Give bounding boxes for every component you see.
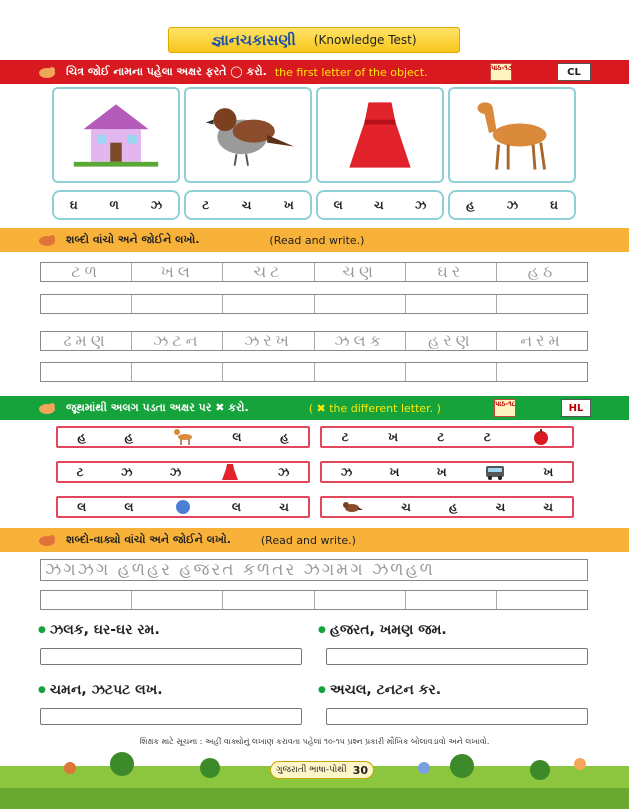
writing-cell[interactable] <box>315 295 406 313</box>
answer-box-4[interactable] <box>326 708 588 725</box>
hl-tag: HL <box>561 399 591 417</box>
squirrel-icon <box>36 532 58 548</box>
picture-card-house <box>52 87 180 183</box>
squirrel-icon <box>36 64 58 80</box>
group-letter[interactable]: ચ <box>495 499 506 514</box>
trace-word: નરમ <box>520 331 564 350</box>
dress-icon <box>318 89 442 181</box>
title-gujarati: જ્ઞાનચકાસણી <box>211 31 296 49</box>
section1-instruction-en: the first letter of the object. <box>274 65 428 79</box>
group-letter[interactable]: લ <box>231 499 241 514</box>
title-english: (Knowledge Test) <box>313 33 417 47</box>
group-letter[interactable]: ઝ <box>169 464 182 479</box>
group-letter[interactable]: ખ <box>388 429 398 444</box>
writing-cell[interactable] <box>497 295 587 313</box>
group-letter[interactable]: ઝ <box>340 464 353 479</box>
choice-box-2 <box>184 190 312 220</box>
ball-icon[interactable] <box>172 498 194 516</box>
sparrow-icon[interactable] <box>341 498 363 516</box>
choice-letter[interactable]: હ <box>466 197 475 212</box>
group-letter[interactable]: હ <box>448 499 458 514</box>
writing-row-1[interactable] <box>40 294 588 314</box>
writing-cell[interactable] <box>41 295 132 313</box>
page-badge <box>270 761 374 779</box>
page-number: 30 <box>352 763 369 777</box>
odd-row-left-2 <box>56 461 310 483</box>
squirrel-icon <box>36 400 58 416</box>
writing-cell[interactable] <box>223 295 314 313</box>
sparrow-icon <box>186 89 310 181</box>
section4-instruction-en: (Read and write.) <box>260 533 356 547</box>
apple-icon[interactable] <box>530 428 552 446</box>
group-letter[interactable]: ટ <box>76 464 84 479</box>
trace-word: ઝટન <box>132 332 223 350</box>
trace-word: ઢમણ <box>41 332 132 350</box>
cl-tag: CL <box>557 63 591 81</box>
book-name: ગુજરાતી ભાષા-પોથી <box>275 765 347 775</box>
group-letter[interactable]: ઝ <box>120 464 133 479</box>
odd-row-right-3 <box>320 496 574 518</box>
trace-word: ચણ <box>315 263 406 281</box>
odd-row-right-2 <box>320 461 574 483</box>
trace-word: ટળ <box>41 263 132 281</box>
bus-icon[interactable] <box>484 463 506 481</box>
choice-letter[interactable]: ટ <box>202 197 210 212</box>
trace-word: ચટ <box>223 263 314 281</box>
writing-cell[interactable] <box>497 591 587 609</box>
level-badge: પાઠ-૧૭ <box>490 63 512 81</box>
writing-cell[interactable] <box>41 591 132 609</box>
choice-letter[interactable]: ઘ <box>69 197 78 212</box>
section2-instruction-en: (Read and write.) <box>269 233 365 247</box>
section4-instruction: શબ્દો-વાક્યો વાંચો અને જોઈને લખો. <box>66 533 231 546</box>
trace-word: ખલ <box>132 263 223 281</box>
writing-cell[interactable] <box>315 591 406 609</box>
group-letter[interactable]: લ <box>232 429 242 444</box>
group-letter[interactable]: ચ <box>279 499 289 514</box>
section3-header <box>0 396 629 420</box>
writing-cell[interactable] <box>132 591 223 609</box>
group-letter[interactable]: ચ <box>543 499 553 514</box>
section1-header <box>0 60 629 84</box>
dress-icon[interactable] <box>219 463 241 481</box>
trace-word: ઝરખ <box>223 332 314 350</box>
group-letter[interactable]: ચ <box>401 499 411 514</box>
group-letter[interactable]: ટ <box>483 429 491 444</box>
writing-row-2[interactable] <box>40 362 588 382</box>
sentence-2: ● હજરત, ખમણ જમ. <box>318 622 447 638</box>
writing-cell[interactable] <box>315 363 406 381</box>
choice-box-3 <box>316 190 444 220</box>
writing-cell[interactable] <box>223 363 314 381</box>
sentence-1: ● ઝલક, ઘર-ઘર રમ. <box>38 622 160 638</box>
answer-box-3[interactable] <box>40 708 302 725</box>
choice-box-4 <box>448 190 576 220</box>
section2-instruction: શબ્દો વાંચો અને જોઈને લખો. <box>66 233 200 246</box>
trace-row-1 <box>40 262 588 282</box>
section1-instruction: ચિત્ર જોઈ નામના પહેલા અક્ષર ફરતે ◯ કરો. <box>66 65 267 78</box>
group-letter[interactable]: હ <box>124 429 134 444</box>
group-letter[interactable]: ખ <box>436 464 447 479</box>
group-letter[interactable]: ખ <box>389 464 400 479</box>
choice-letter[interactable]: ચ <box>374 197 384 212</box>
picture-card-sparrow <box>184 87 312 183</box>
group-letter[interactable]: લ <box>124 499 134 514</box>
group-letter[interactable]: ટ <box>341 429 349 444</box>
writing-cell[interactable] <box>132 295 223 313</box>
trace-sentence-line: ઝગઝગ હળહર હજરત કળતર ઝગમગ ઝળહળ <box>40 559 588 581</box>
group-letter[interactable]: ટ <box>437 429 445 444</box>
choice-letter[interactable]: ઘ <box>550 197 558 212</box>
trace-word: હરણ <box>406 332 497 350</box>
writing-cell[interactable] <box>406 363 497 381</box>
section4-header <box>0 528 629 552</box>
section3-instruction: જૂથમાંથી અલગ પડતા અક્ષર પર ✖ કરો. <box>66 401 249 414</box>
choice-letter[interactable]: ઝ <box>506 197 519 212</box>
deer-icon <box>450 89 574 181</box>
choice-letter[interactable]: ળ <box>109 197 119 212</box>
choice-letter[interactable]: ખ <box>283 197 294 212</box>
choice-box-1 <box>52 190 180 220</box>
writing-cell[interactable] <box>406 591 497 609</box>
picture-card-deer <box>448 87 576 183</box>
answer-box-2[interactable] <box>326 648 588 665</box>
trace-word: હઠ <box>527 262 557 281</box>
deer-icon[interactable] <box>172 428 194 446</box>
choice-letter[interactable]: ઝ <box>414 197 427 212</box>
writing-cell[interactable] <box>41 363 132 381</box>
writing-cell[interactable] <box>406 295 497 313</box>
writing-cell[interactable] <box>223 591 314 609</box>
group-letter[interactable]: હ <box>77 429 86 444</box>
choice-letter[interactable]: ઝ <box>150 197 163 212</box>
odd-row-left-1 <box>56 426 310 448</box>
choice-letter[interactable]: ચ <box>241 197 252 212</box>
group-letter[interactable]: ઝ <box>277 464 290 479</box>
writing-cell[interactable] <box>132 363 223 381</box>
choice-letter[interactable]: લ <box>333 197 343 212</box>
odd-row-right-1 <box>320 426 574 448</box>
trace-word: ઘર <box>406 263 497 281</box>
writing-line[interactable] <box>40 590 588 610</box>
odd-row-left-3 <box>56 496 310 518</box>
level-badge: પાઠ-૧૮ <box>494 399 516 417</box>
teacher-note: શિક્ષક માટે સૂચના : અહીં વાક્યોનું લખાણ કરાવતા પહેલાં ૧૦-૧૫ પ્રશ્ન પ્રકારી મૌખિક બોલાવડાવો અને લખાવો. <box>139 737 490 746</box>
section2-header <box>0 228 629 252</box>
group-letter[interactable]: હ <box>280 429 289 444</box>
group-letter[interactable]: ખ <box>543 464 554 479</box>
trace-word: ઝલક <box>315 332 406 350</box>
house-icon <box>54 89 178 181</box>
sentence-3: ● ચમન, ઝટપટ લખ. <box>38 682 163 698</box>
title-banner <box>168 27 460 53</box>
group-letter[interactable]: લ <box>77 499 87 514</box>
picture-card-dress <box>316 87 444 183</box>
section3-instruction-en: ( ✖ the different letter. ) <box>308 401 441 415</box>
answer-box-1[interactable] <box>40 648 302 665</box>
trace-row-2 <box>40 331 588 351</box>
writing-cell[interactable] <box>497 363 587 381</box>
squirrel-icon <box>36 232 58 248</box>
sentence-4: ● અચલ, ટનટન કર. <box>318 682 441 698</box>
